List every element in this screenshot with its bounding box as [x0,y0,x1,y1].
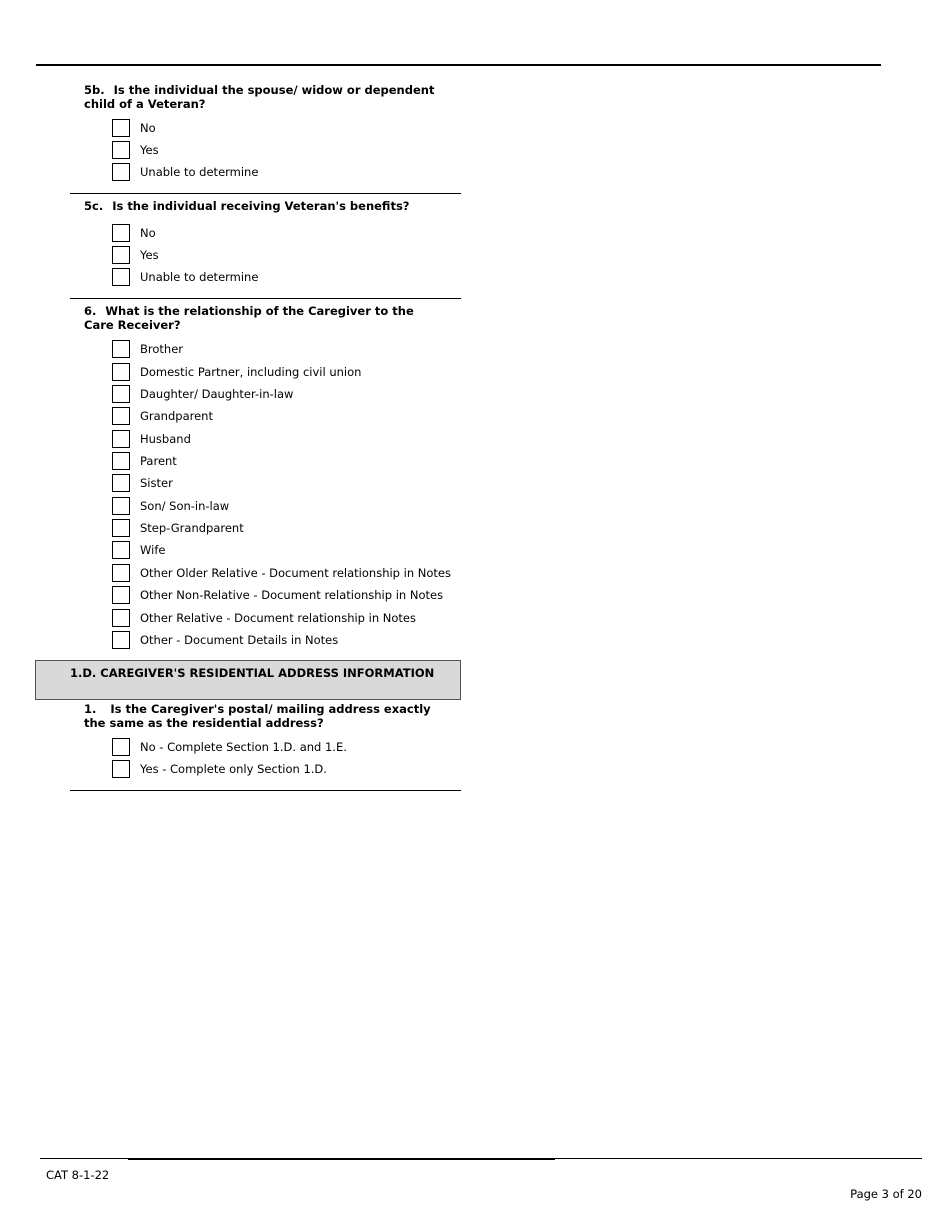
option-6-wife[interactable] [112,541,452,562]
option-label: Yes [140,248,159,262]
option-label: Brother [140,342,184,356]
option-label: Sister [140,476,173,490]
question-number: 6. [84,304,97,318]
option-label: Other Older Relative - Document relationship in Notes [140,566,451,580]
option-label: Step-Grandparent [140,521,244,535]
checkbox[interactable] [112,738,130,756]
option-label: Unable to determine [140,270,259,284]
option-5b-unable[interactable] [112,163,452,184]
option-label: No [140,121,156,135]
checkbox[interactable] [112,760,130,778]
option-6-brother[interactable] [112,340,452,361]
section-title: 1.D. CAREGIVER'S RESIDENTIAL ADDRESS INFORMATION [70,666,435,680]
option-6-grandparent[interactable] [112,407,452,428]
option-6-other-non-relative[interactable] [112,586,452,607]
option-label: Yes - Complete only Section 1.D. [140,762,327,776]
option-6-other-older-relative[interactable] [112,564,452,585]
section-divider [70,193,461,194]
option-label: Other Non-Relative - Document relationship in Notes [140,588,444,602]
question-6-title [84,304,444,332]
option-6-domestic-partner[interactable] [112,363,452,384]
question-text: Is the individual receiving Veteran's benefits? [112,199,410,213]
checkbox[interactable] [112,385,130,403]
question-text: Is the individual the spouse/ widow or dependent child of a Veteran? [84,83,435,111]
checkbox[interactable] [112,119,130,137]
top-rule [36,64,881,66]
option-label: Husband [140,432,191,446]
checkbox[interactable] [112,452,130,470]
option-6-parent[interactable] [112,452,452,473]
option-label: Son/ Son-in-law [140,499,230,513]
question-1d-1-title [84,702,444,730]
option-6-son[interactable] [112,497,452,518]
checkbox[interactable] [112,519,130,537]
question-text: Is the Caregiver's postal/ mailing address exactly the same as the residential address? [84,702,431,730]
option-label: Other Relative - Document relationship in Notes [140,611,416,625]
checkbox[interactable] [112,609,130,627]
option-label: Other - Document Details in Notes [140,633,339,647]
option-label: Grandparent [140,409,213,423]
option-5c-unable[interactable] [112,268,452,289]
option-6-step-grandparent[interactable] [112,519,452,540]
checkbox[interactable] [112,497,130,515]
option-6-husband[interactable] [112,430,452,451]
checkbox[interactable] [112,474,130,492]
option-1d-yes[interactable] [112,760,452,781]
option-6-other-relative[interactable] [112,609,452,630]
page-number: Page 3 of 20 [850,1187,922,1201]
checkbox[interactable] [112,268,130,286]
checkbox[interactable] [112,246,130,264]
question-number: 1. [84,702,97,716]
option-label: Yes [140,143,159,157]
option-label: No - Complete Section 1.D. and 1.E. [140,740,347,754]
option-label: Wife [140,543,166,557]
option-6-sister[interactable] [112,474,452,495]
option-5c-no[interactable] [112,224,452,245]
checkbox[interactable] [112,541,130,559]
question-number: 5b. [84,83,105,97]
option-6-other[interactable] [112,631,452,652]
option-1d-no[interactable] [112,738,452,759]
checkbox[interactable] [112,363,130,381]
question-number: 5c. [84,199,104,213]
checkbox[interactable] [112,407,130,425]
option-label: Daughter/ Daughter-in-law [140,387,294,401]
checkbox[interactable] [112,340,130,358]
question-5b-title [84,83,444,111]
footer-rule-accent [128,1158,555,1160]
checkbox[interactable] [112,631,130,649]
option-5c-yes[interactable] [112,246,452,267]
option-6-daughter[interactable] [112,385,452,406]
checkbox[interactable] [112,224,130,242]
question-5c-title [84,199,444,213]
checkbox[interactable] [112,564,130,582]
option-5b-no[interactable] [112,119,452,140]
option-5b-yes[interactable] [112,141,452,162]
form-id: CAT 8-1-22 [46,1168,110,1182]
option-label: Unable to determine [140,165,259,179]
option-label: Domestic Partner, including civil union [140,365,362,379]
option-label: No [140,226,156,240]
section-divider [70,298,461,299]
section-divider [70,790,461,791]
question-text: What is the relationship of the Caregiver to the Care Receiver? [84,304,414,332]
checkbox[interactable] [112,141,130,159]
option-label: Parent [140,454,177,468]
checkbox[interactable] [112,586,130,604]
checkbox[interactable] [112,430,130,448]
section-1d-header [35,660,461,700]
checkbox[interactable] [112,163,130,181]
